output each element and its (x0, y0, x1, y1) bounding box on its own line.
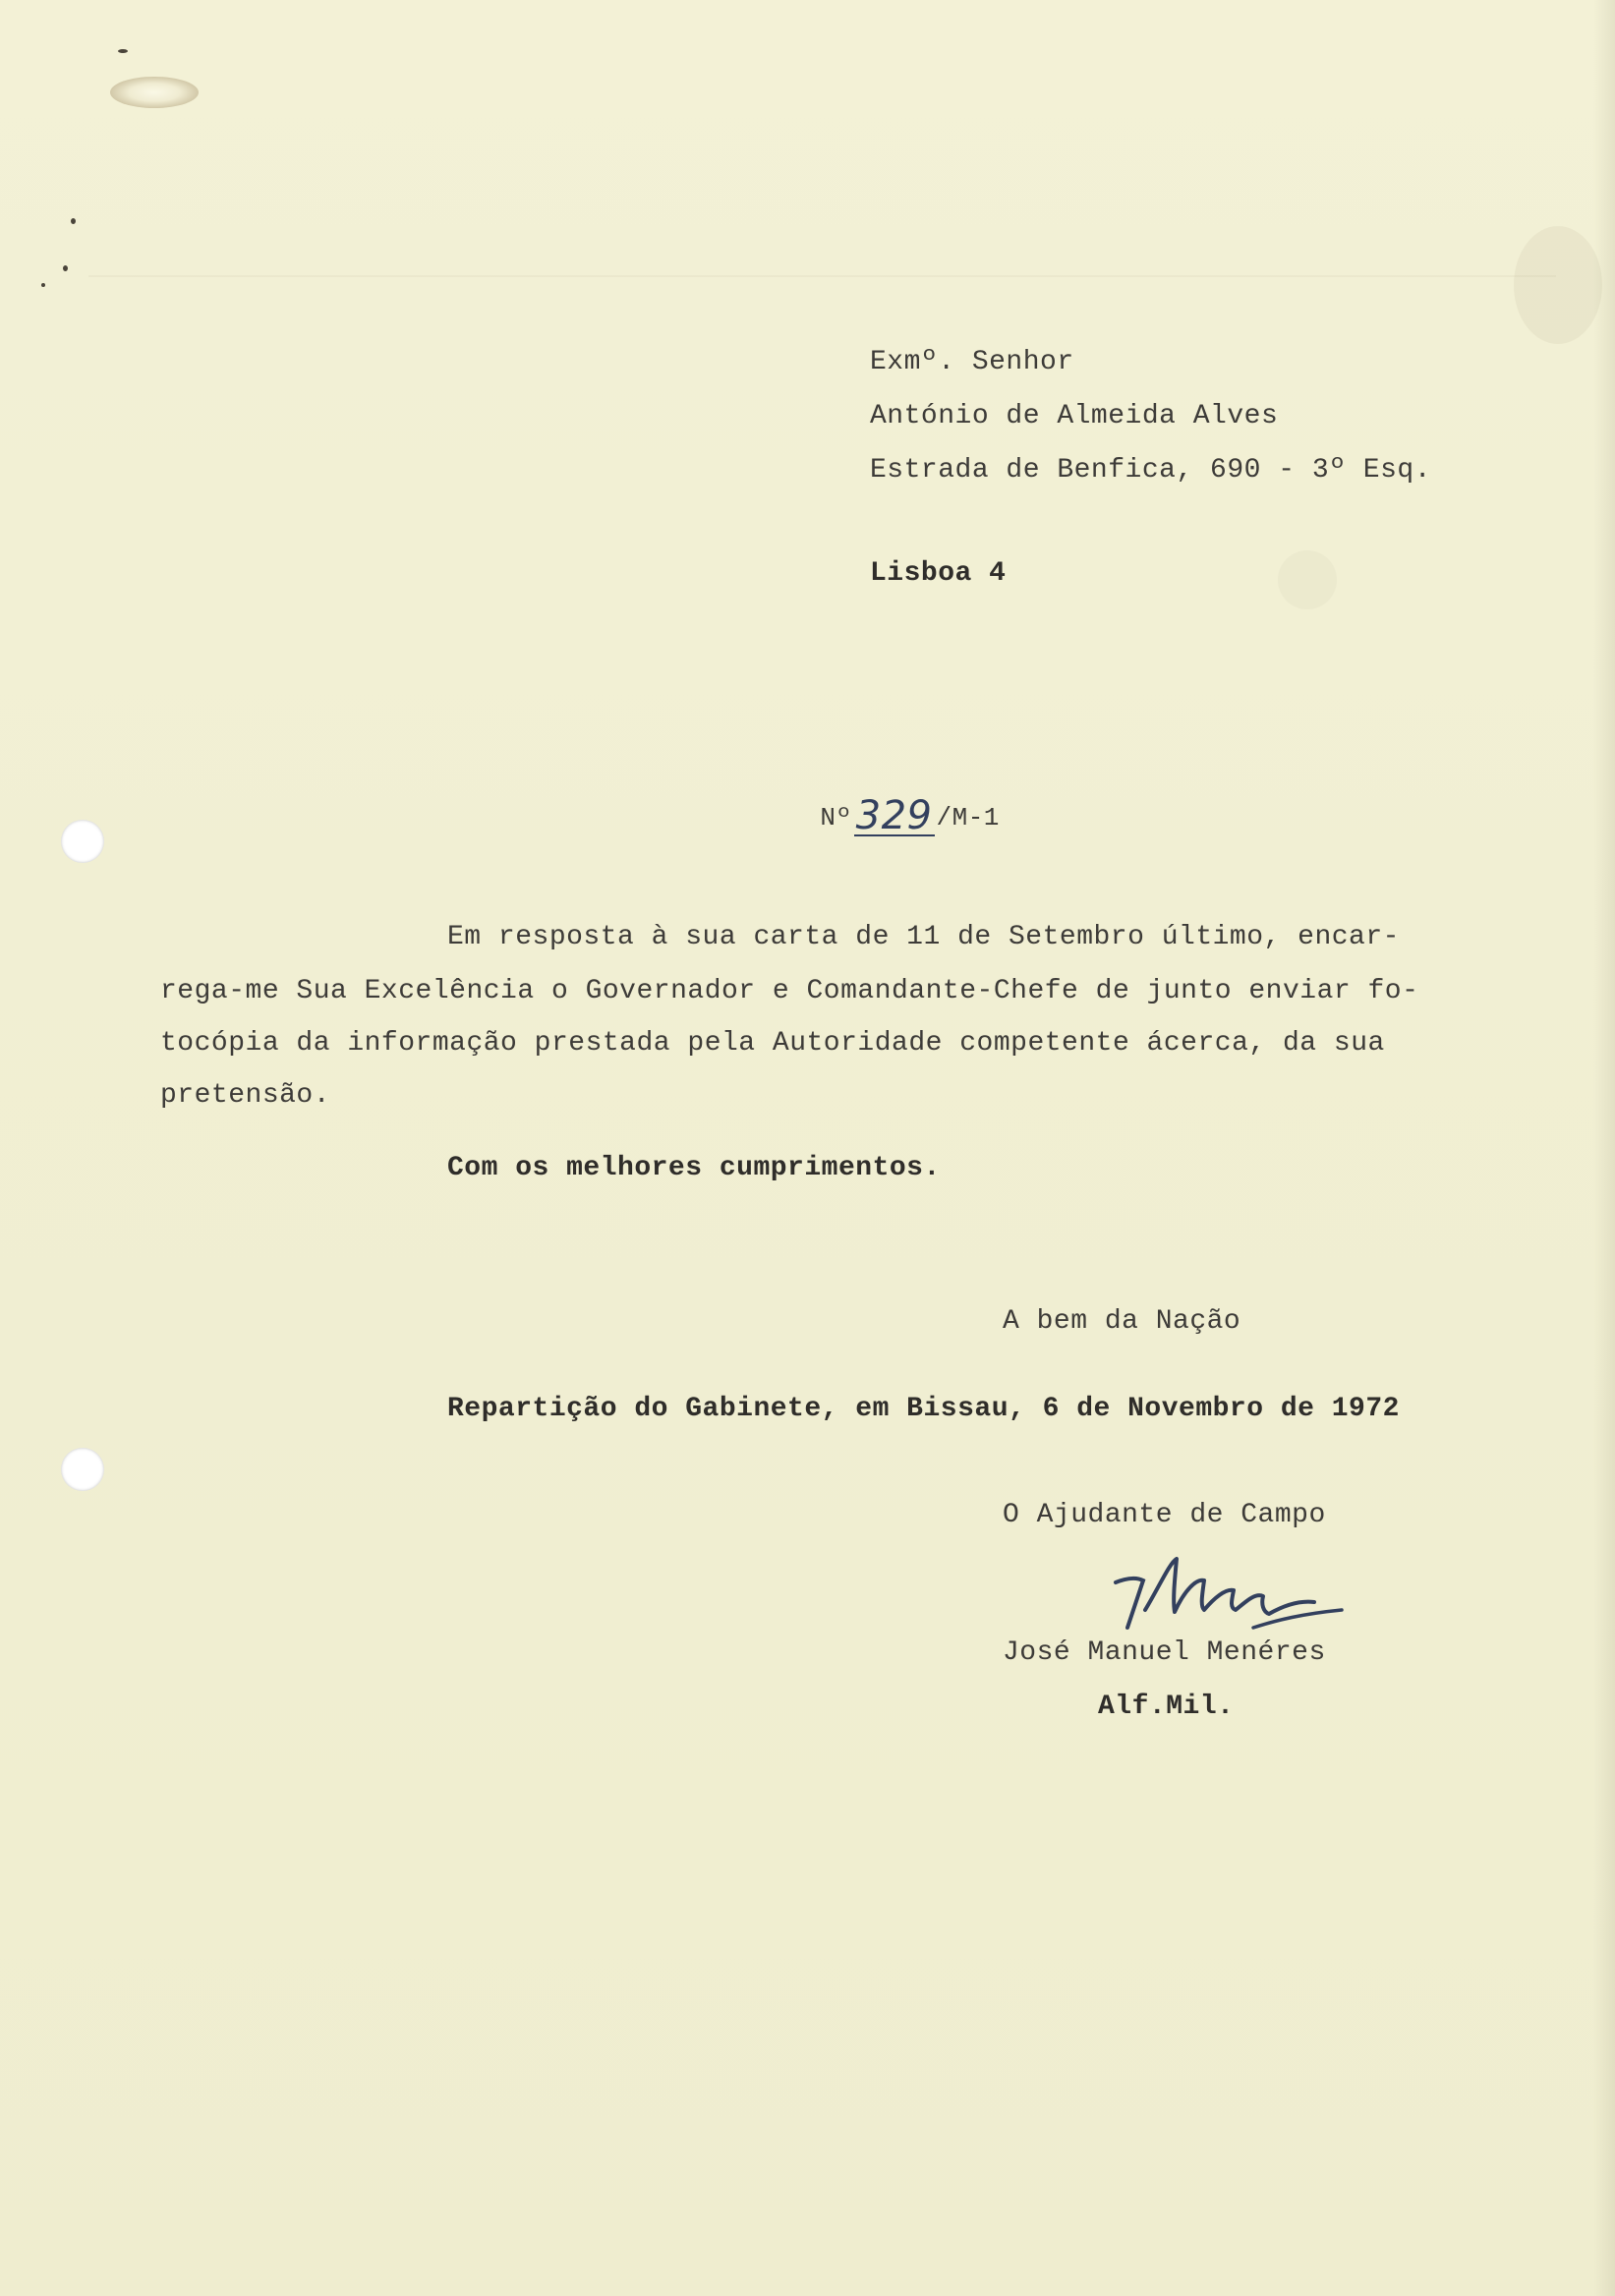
reference-suffix: /M-1 (936, 803, 1000, 832)
addressee-name: António de Almeida Alves (870, 401, 1279, 431)
body-line-3: tocópia da informação prestada pela Autoridade competente ácerca, da sua (160, 1028, 1385, 1059)
handwritten-reference-number: 329 (855, 793, 933, 838)
addressee-salutation: Exmº. Senhor (870, 347, 1074, 377)
closing-regards: Com os melhores cumprimentos. (447, 1153, 941, 1183)
smudge (1278, 550, 1337, 609)
ink-speck (63, 265, 68, 271)
addressee-city: Lisboa 4 (870, 558, 1007, 589)
reference-number (757, 764, 1000, 870)
signer-rank: Alf.Mil. (1098, 1692, 1235, 1722)
fold-line (88, 275, 1556, 277)
page-edge-shadow (1593, 0, 1615, 2296)
corner-stain (110, 77, 199, 108)
reference-prefix: Nº (820, 803, 852, 832)
ink-speck (71, 218, 76, 224)
addressee-street: Estrada de Benfica, 690 - 3º Esq. (870, 455, 1431, 486)
signer-title: O Ajudante de Campo (1003, 1500, 1326, 1530)
smudge (1514, 226, 1602, 344)
closing-motto: A bem da Nação (1003, 1306, 1241, 1337)
ink-speck (41, 283, 45, 287)
body-line-4: pretensão. (160, 1080, 331, 1111)
ink-speck (118, 49, 128, 53)
body-line-2: rega-me Sua Excelência o Governador e Comandante-Chefe de junto enviar fo- (160, 976, 1419, 1006)
handwritten-signature (1106, 1541, 1361, 1649)
punch-hole-top (61, 820, 104, 863)
body-line-1: Em resposta à sua carta de 11 de Setembro último, encar- (447, 922, 1400, 952)
signer-name: José Manuel Menéres (1003, 1637, 1326, 1668)
punch-hole-bottom (61, 1448, 104, 1491)
place-and-date: Repartição do Gabinete, em Bissau, 6 de Novembro de 1972 (447, 1394, 1400, 1424)
